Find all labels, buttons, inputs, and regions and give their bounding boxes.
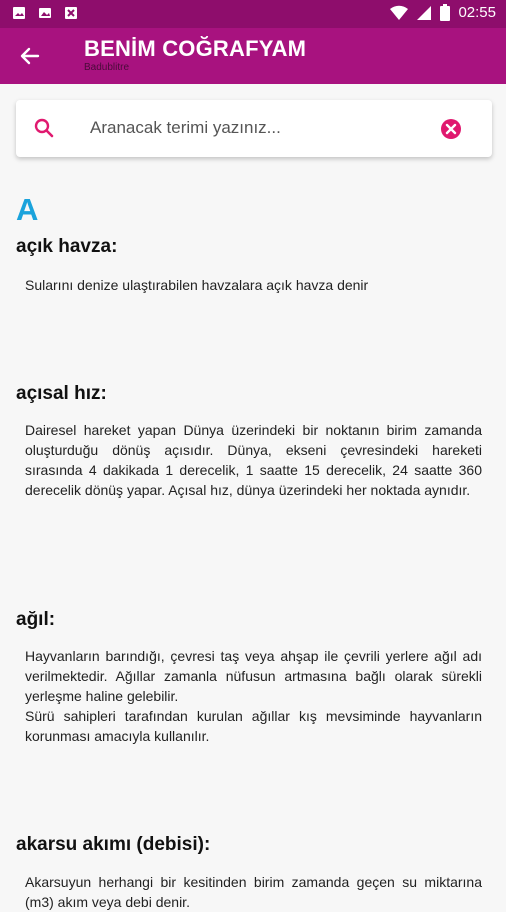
entry-definition	[25, 275, 482, 295]
app-title: BENİM COĞRAFYAM	[84, 36, 307, 61]
entry-title: açık havza:	[16, 236, 118, 257]
arrow-left-icon	[20, 46, 40, 66]
entry-title: açısal hız:	[16, 383, 107, 404]
clear-search-icon[interactable]	[440, 118, 462, 140]
search-card	[16, 100, 492, 157]
entry-definition	[25, 872, 482, 912]
cellular-signal-icon	[416, 5, 432, 21]
definition-paragraph: Dairesel hareket yapan Dünya üzerindeki bir noktanın birim zamanda oluşturduğu dönüş açısıdır. Dünya, ekseni çevresindeki hareketi sırasında 4 dakikada 1 derecelik, 1 saatte 15 derecelik, 24 saatte 360 derecelik dönüş yapar. Açısal hız, dünya üzerindeki her noktada aynıdır.	[25, 422, 482, 498]
status-bar	[0, 0, 506, 28]
notification-image-icon	[38, 6, 52, 20]
definition-paragraph: Sularını denize ulaştırabilen havzalara açık havza denir	[25, 277, 369, 293]
wifi-icon	[390, 5, 408, 21]
entry-title: akarsu akımı (debisi):	[16, 834, 211, 855]
entry-definition	[25, 646, 482, 746]
section-letter-heading: A	[16, 192, 39, 227]
app-bar	[0, 28, 506, 84]
entry-title: ağıl:	[16, 609, 56, 630]
notification-close-box-icon	[64, 6, 78, 20]
back-button[interactable]	[14, 40, 46, 72]
search-input[interactable]	[90, 112, 430, 144]
search-icon[interactable]	[33, 117, 55, 139]
battery-icon	[440, 4, 450, 21]
definition-paragraph: Hayvanların barındığı, çevresi taş veya ahşap ile çevrili yerlere ağıl adı verilmektedir. Ağıllar zamanla nüfusun artmasına bağlı olarak sürekli yerleşme haline gelebilir.	[25, 648, 482, 704]
app-subtitle: Badublitre	[84, 62, 130, 73]
notification-photo-icon	[12, 6, 26, 20]
definition-paragraph: Akarsuyun herhangi bir kesitinden birim zamanda geçen su miktarına (m3) akım veya debi denir.	[25, 874, 482, 910]
definition-paragraph: Sürü sahipleri tarafından kurulan ağıllar kış mevsiminde hayvanların korunması amacıyla kullanılır.	[25, 708, 482, 744]
status-time: 02:55	[458, 4, 496, 21]
entry-definition	[25, 420, 482, 500]
